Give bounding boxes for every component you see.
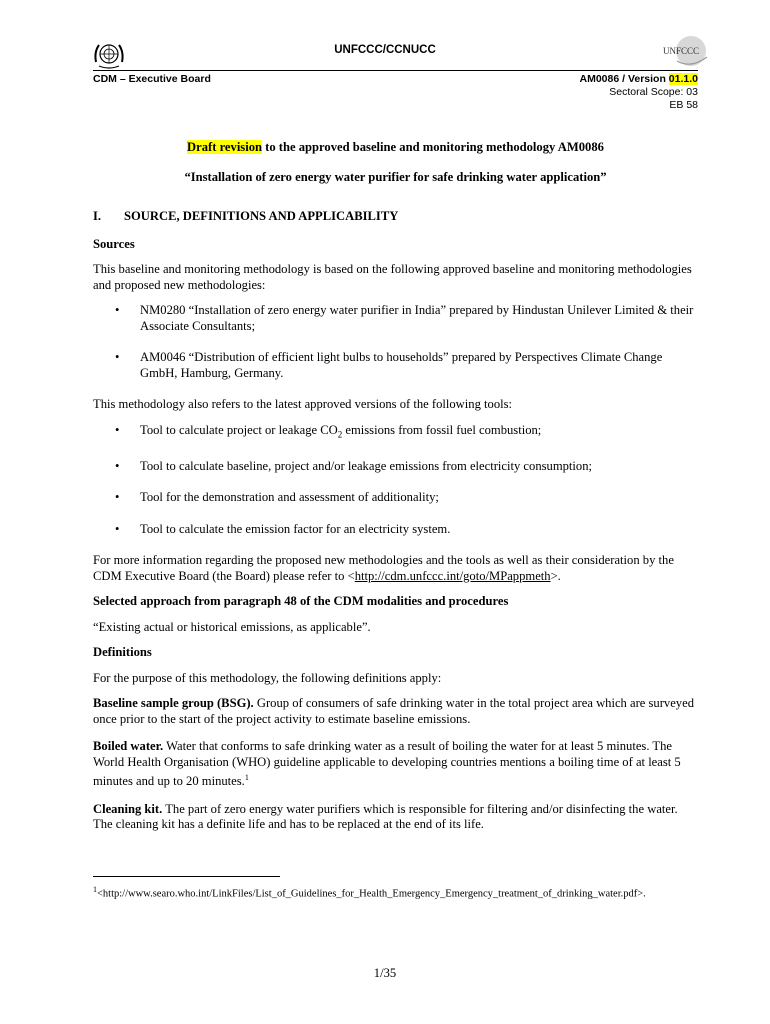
bullet-icon: • <box>115 303 120 317</box>
tools-list <box>93 423 698 538</box>
header-rule <box>93 70 698 71</box>
tool3-text: Tool for the demonstration and assessment of additionality; <box>140 490 439 505</box>
mpappmeth-link[interactable]: http://cdm.unfccc.int/goto/MPappmeth <box>354 568 551 583</box>
list-item <box>93 303 698 334</box>
header-board: CDM – Executive Board <box>93 73 211 85</box>
tool4-text: Tool to calculate the emission factor for an electricity system. <box>140 521 451 536</box>
approach-heading: Selected approach from paragraph 48 of the CDM modalities and procedures <box>93 594 509 609</box>
sources-heading: Sources <box>93 236 135 251</box>
unfccc-logo <box>655 35 715 71</box>
section-heading <box>93 209 698 225</box>
header-scope: Sectoral Scope: 03 <box>609 86 698 98</box>
sources-intro: This baseline and monitoring methodology is based on the following approved baseline and monitoring methodologies and proposed new methodologies: <box>93 262 692 292</box>
more-info-paragraph <box>93 553 698 584</box>
tool1-b: emissions from fossil fuel combustion; <box>342 422 542 437</box>
definition-term: Boiled water. <box>93 739 164 754</box>
tools-intro: This methodology also refers to the latest approved versions of the following tools: <box>93 397 513 411</box>
footnote-mark: 1 <box>93 885 97 894</box>
title-highlight: Draft revision <box>187 140 263 154</box>
definition-cleaning-kit <box>93 802 698 833</box>
header-org: UNFCCC/CCNUCC <box>334 44 436 56</box>
source-item-text: NM0280 “Installation of zero energy water purifier in India” prepared by Hindustan Unilever Limited & their Associate Consultants; <box>140 303 694 333</box>
section-number: I. <box>93 209 102 223</box>
bullet-icon: • <box>115 458 120 473</box>
definitions-heading: Definitions <box>93 645 152 660</box>
more-info-text: For more information regarding the proposed new methodologies and the tools as well as their consideration by the CDM Executive Board (the Board) please refer to <box>93 553 674 583</box>
list-item <box>93 459 698 475</box>
definition-text: Water that conforms to safe drinking water as a result of boiling the water for at least 5 minutes. The World Health Organisation (WHO) guideline applicable to developing countries mentions a boiling time of at least 5 minutes and up to 20 minutes. <box>93 739 681 789</box>
header-eb: EB 58 <box>669 99 698 111</box>
tool1-subscript: 2 <box>337 429 343 440</box>
bullet-icon: • <box>115 422 120 437</box>
bullet-icon: • <box>115 521 120 536</box>
list-item <box>93 350 698 381</box>
bullet-icon: • <box>115 350 120 364</box>
definition-boiled-water <box>93 739 698 790</box>
title-rest: to the approved baseline and monitoring methodology AM0086 <box>262 140 604 154</box>
header-doc-prefix: AM0086 / Version <box>579 73 669 85</box>
footnote <box>93 882 698 902</box>
footnote-rule <box>93 876 280 877</box>
definition-text: Group of consumers of safe drinking water in the total project area which are surveyed once prior to the start of the project activity to estimate baseline emissions. <box>93 696 694 726</box>
list-item <box>93 490 698 506</box>
footnote-text[interactable]: <http://www.searo.who.int/LinkFiles/List_of_Guidelines_for_Health_Emergency_Emergency_treatment_of_drinking_water.pdf>. <box>97 888 646 900</box>
unfccc-logo-text: UNFCCC <box>663 46 700 56</box>
document-body <box>93 140 698 843</box>
link-close: >. <box>550 568 561 583</box>
approach-text: “Existing actual or historical emissions, as applicable”. <box>93 619 371 634</box>
tool1-a: Tool to calculate project or leakage CO <box>140 422 338 437</box>
sources-list <box>93 303 698 381</box>
page-number: 1/35 <box>373 966 397 980</box>
list-item <box>93 423 698 443</box>
header-doc-id <box>580 73 699 86</box>
section-title: SOURCE, DEFINITIONS AND APPLICABILITY <box>124 209 399 223</box>
header-version: 01.1.0 <box>668 73 698 85</box>
definition-text: The part of zero energy water purifiers which is responsible for filtering and/or disinfecting the water. The cleaning kit has a definite life and has to be replaced at the end of its life. <box>93 801 678 832</box>
document-title <box>93 140 698 156</box>
definition-term: Cleaning kit. <box>93 801 163 816</box>
tool2-text: Tool to calculate baseline, project and/or leakage emissions from electricity consumption; <box>140 458 592 473</box>
definition-bsg <box>93 696 698 727</box>
source-item-text: AM0046 “Distribution of efficient light bulbs to households” prepared by Perspectives Climate Change GmbH, Hamburg, Germany. <box>140 350 663 380</box>
definitions-intro: For the purpose of this methodology, the following definitions apply: <box>93 670 442 685</box>
list-item <box>93 522 698 538</box>
header-doc-info <box>580 73 699 112</box>
definition-term: Baseline sample group (BSG). <box>93 696 254 711</box>
document-subtitle: “Installation of zero energy water purifier for safe drinking water application” <box>184 169 607 184</box>
footnote-ref[interactable]: 1 <box>244 773 249 783</box>
bullet-icon: • <box>115 490 120 505</box>
link-open: < <box>347 568 355 583</box>
